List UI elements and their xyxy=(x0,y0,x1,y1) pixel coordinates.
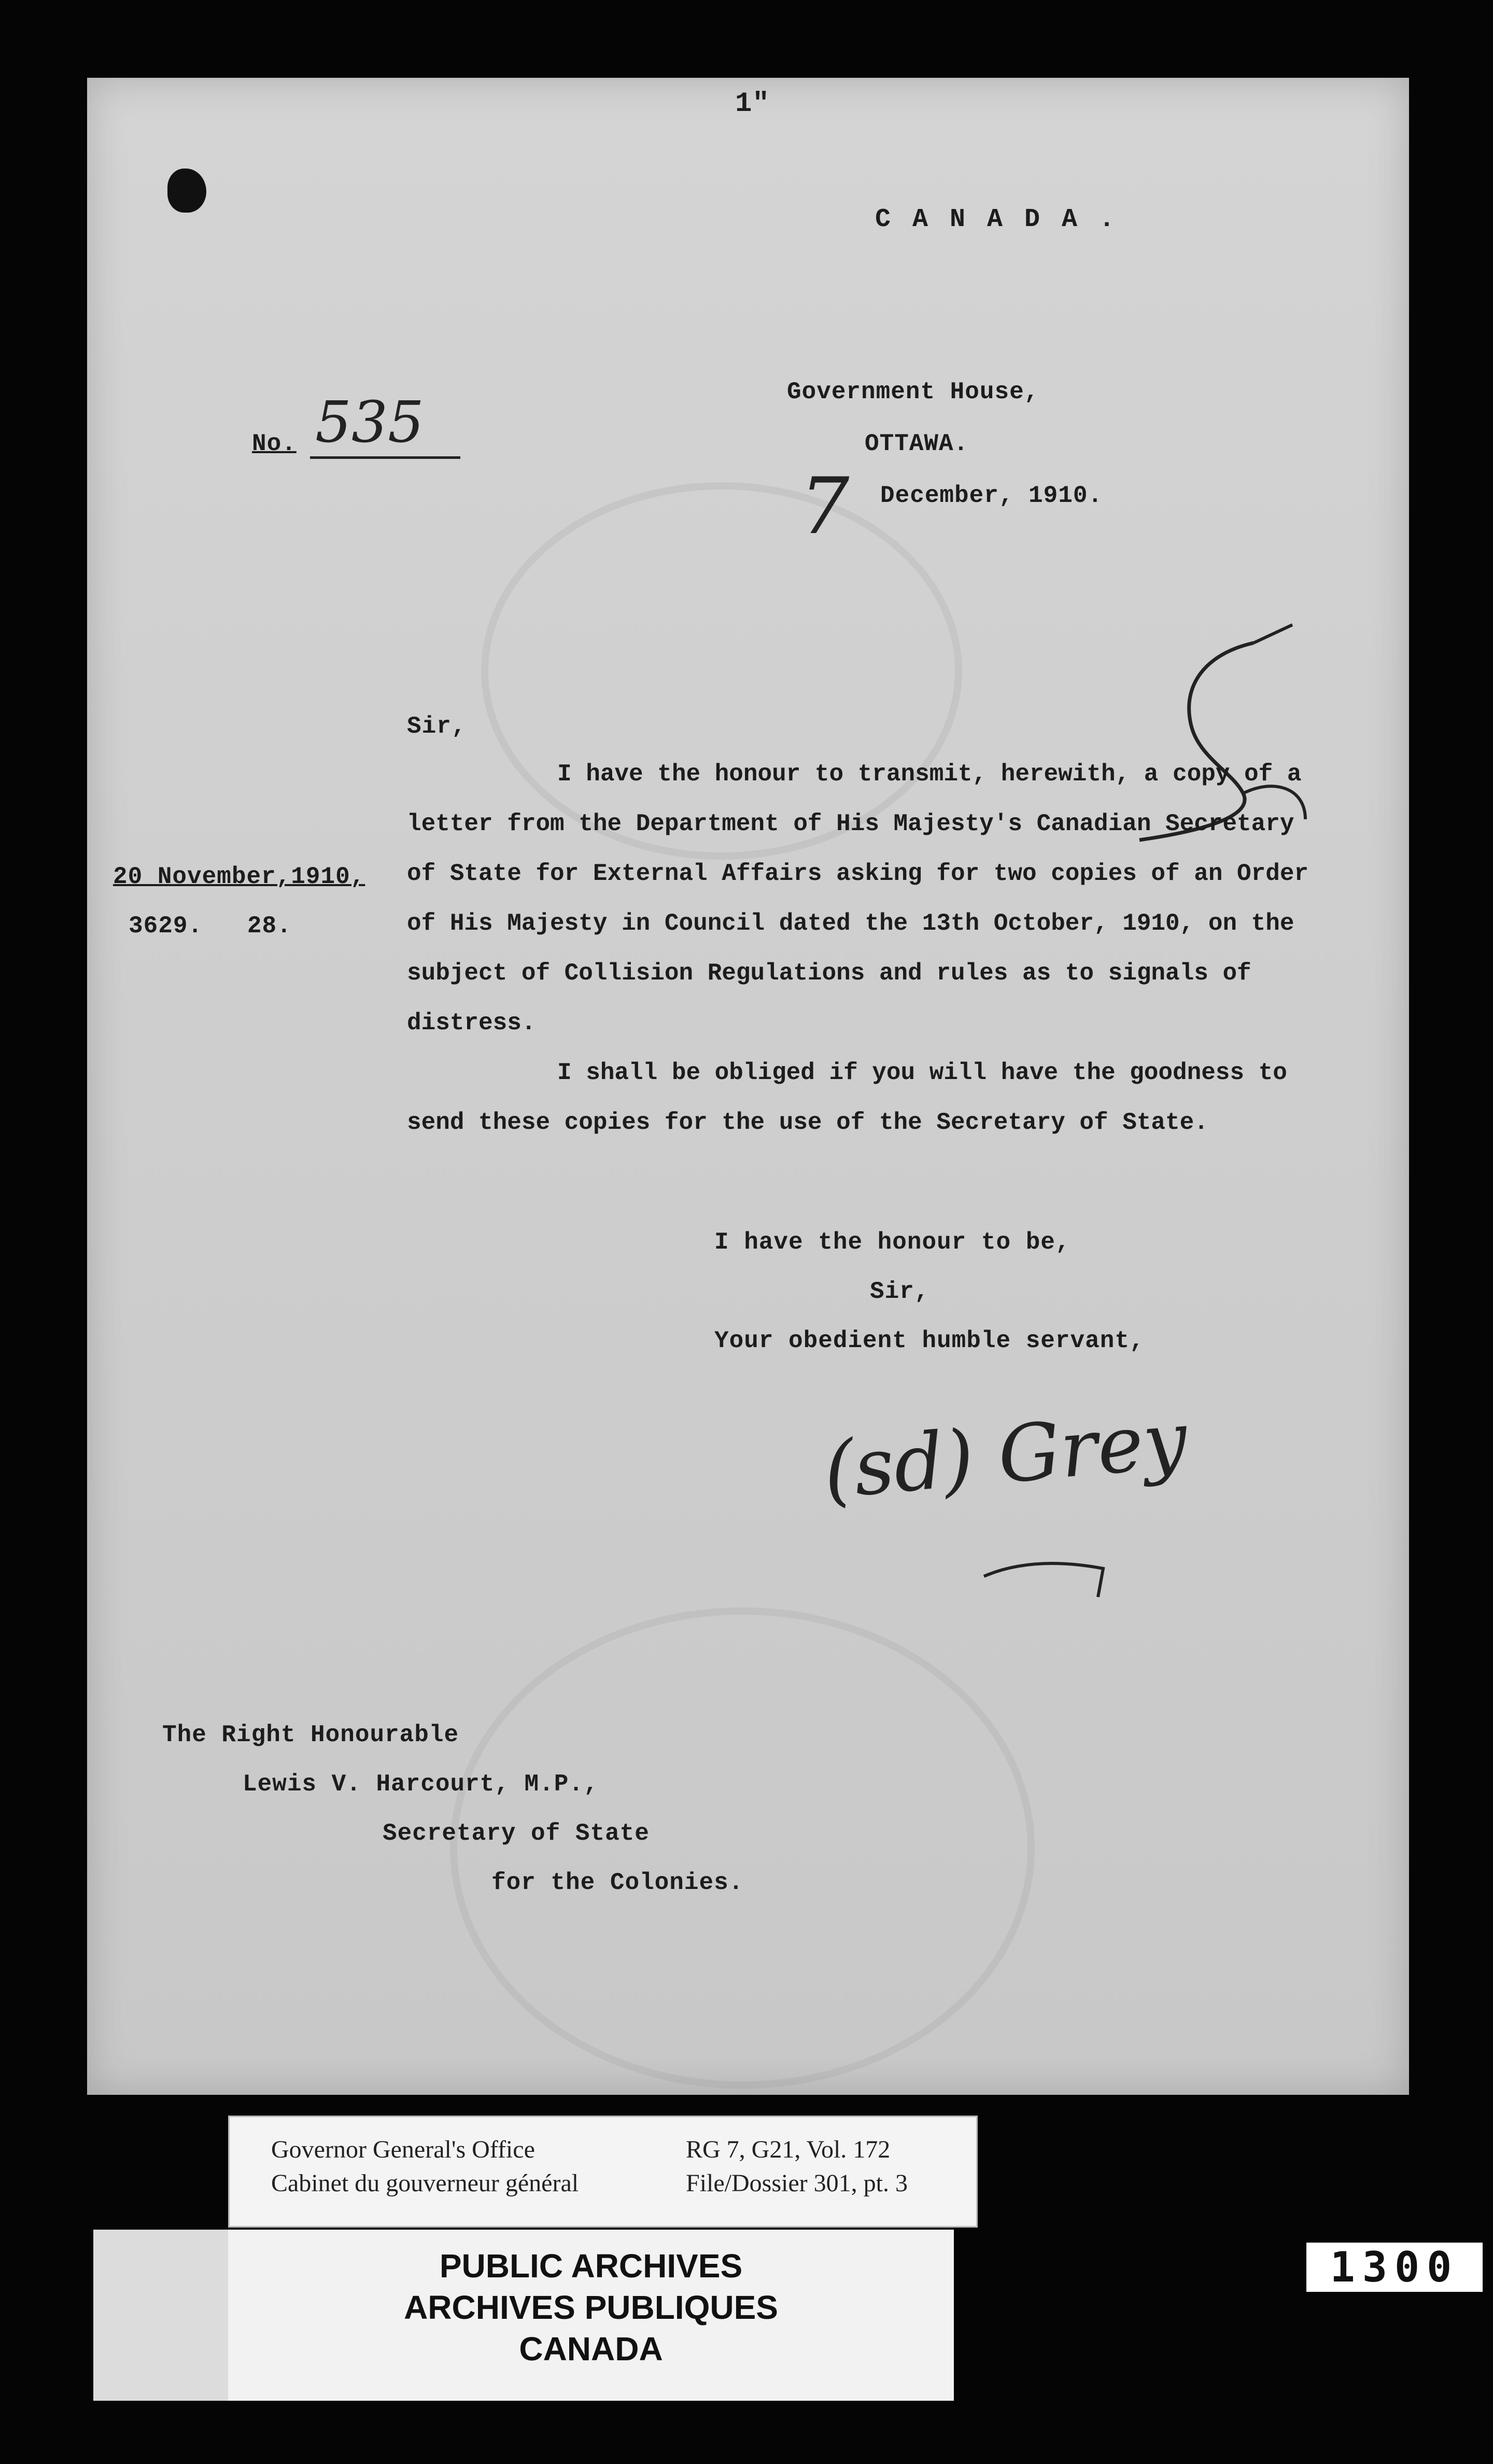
office-fr: Cabinet du gouverneur général xyxy=(271,2169,579,2197)
letter-page xyxy=(87,78,1409,2095)
public-archives-band xyxy=(228,2230,954,2401)
number-value: 535 xyxy=(315,389,424,455)
film-strip-left xyxy=(93,2230,228,2401)
number-underline xyxy=(310,456,460,459)
addressee-line-1: The Right Honourable xyxy=(162,1721,459,1748)
archive-line-2: ARCHIVES PUBLIQUES xyxy=(404,2289,778,2326)
paragraph-2: I shall be obliged if you will have the goodness to send these copies for the use of the Secretary of State. xyxy=(407,1059,1287,1136)
closing-line-3: Your obedient humble servant, xyxy=(714,1327,1145,1354)
folio-mark: 1" xyxy=(735,88,770,120)
closing-line-2: Sir, xyxy=(870,1278,929,1305)
letter-body xyxy=(407,749,1319,1147)
punch-hole xyxy=(167,169,206,213)
margin-refs: 3629. 28. xyxy=(129,913,292,940)
number-label: No. xyxy=(252,430,297,457)
margin-date: 20 November,1910, xyxy=(113,863,365,890)
archive-reference-card xyxy=(228,2116,978,2228)
closing-line-1: I have the honour to be, xyxy=(714,1229,1071,1256)
date-rest: December, 1910. xyxy=(880,482,1103,509)
archive-line-3: CANADA xyxy=(519,2330,663,2368)
file-reference: File/Dossier 301, pt. 3 xyxy=(686,2169,908,2197)
address-line-2: OTTAWA. xyxy=(865,430,969,457)
archive-line-1: PUBLIC ARCHIVES xyxy=(439,2247,743,2285)
signature: (sd) Grey xyxy=(820,1394,1191,1517)
addressee-line-4: for the Colonies. xyxy=(491,1869,744,1896)
address-line-1: Government House, xyxy=(787,379,1039,405)
addressee-line-3: Secretary of State xyxy=(383,1820,650,1847)
country-heading: C A N A D A . xyxy=(875,205,1118,234)
reference: RG 7, G21, Vol. 172 xyxy=(686,2136,891,2163)
date-day: 7 xyxy=(800,461,850,552)
signature-flourish xyxy=(979,1545,1114,1602)
office-en: Governor General's Office xyxy=(271,2136,535,2163)
paragraph-1: I have the honour to transmit, herewith, a copy of a letter from the Department of His Majesty's Canadian Secretary of State for External Affairs asking for two copies of an Order of His Majesty in Council dated the 13th October, 1910, on the subject of Collision Regulations and rules as to signals of distress. xyxy=(407,761,1309,1037)
addressee-line-2: Lewis V. Harcourt, M.P., xyxy=(243,1771,599,1798)
frame-number: 1300 xyxy=(1306,2243,1483,2292)
salutation: Sir, xyxy=(407,713,467,740)
faint-stamp-bottom xyxy=(450,1607,1035,2089)
